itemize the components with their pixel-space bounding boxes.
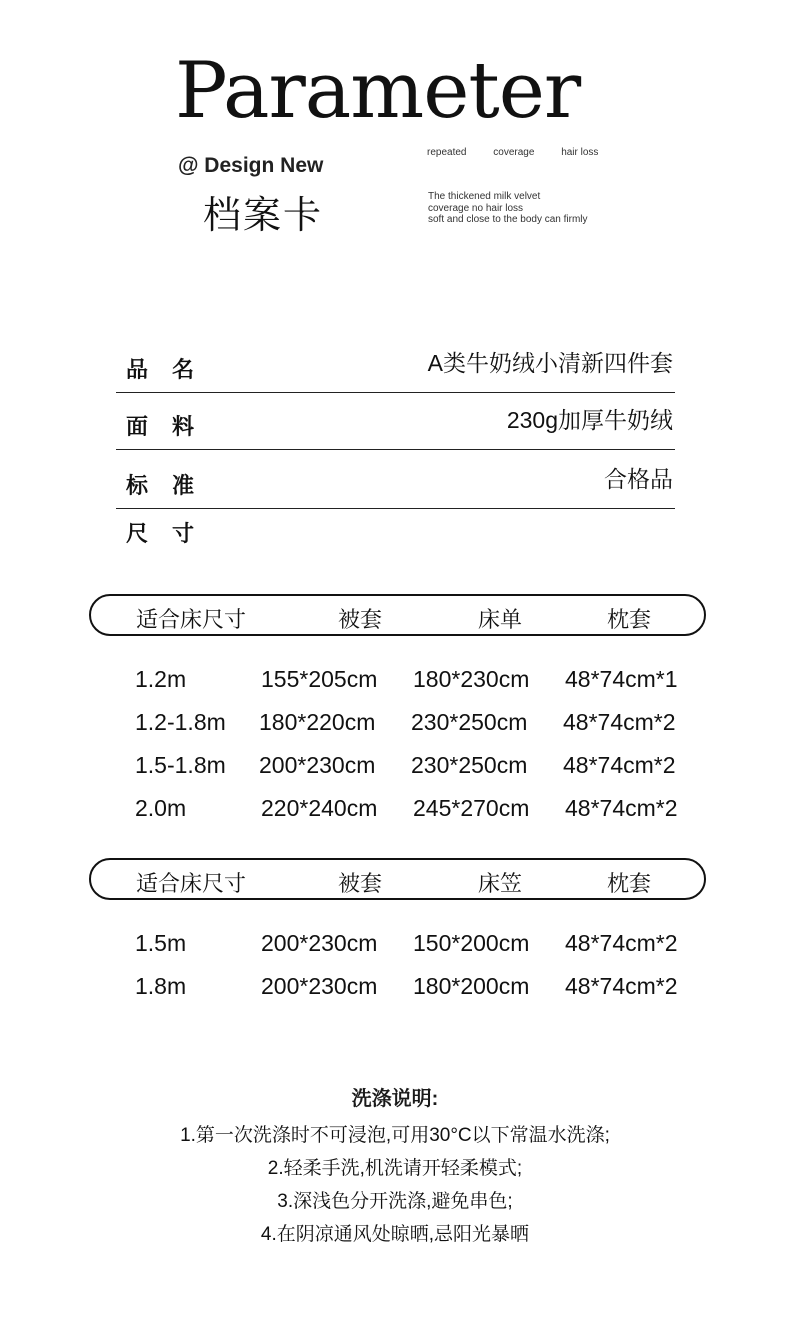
spec-row-name (116, 342, 675, 393)
washing-title: 洗涤说明: (351, 1088, 439, 1110)
table-row (0, 973, 790, 1003)
table1-header (89, 594, 706, 636)
description-line: soft and close to the body can firmly (428, 214, 588, 225)
tag: coverage (493, 147, 535, 158)
spec-label: 尺寸 (126, 521, 219, 546)
table-cell: 200*230cm (261, 930, 378, 956)
table-cell: 230*250cm (411, 752, 528, 778)
washing-line: 4.在阴凉通风处晾晒,忌阳光暴晒 (260, 1224, 530, 1245)
table-cell: 48*74cm*2 (565, 973, 678, 999)
table-cell: 48*74cm*2 (565, 795, 678, 821)
table-cell: 245*270cm (413, 795, 530, 821)
column-header: 适合床尺寸 (136, 607, 247, 632)
spec-label: 品名 (126, 357, 219, 382)
design-label: @ Design New (178, 154, 324, 177)
spec-row-standard (116, 458, 675, 509)
table-cell: 150*200cm (413, 930, 530, 956)
spec-value: 合格品 (604, 466, 673, 492)
column-header: 床笠 (478, 871, 523, 896)
spec-row-fabric (116, 399, 675, 450)
spec-label: 面料 (126, 414, 219, 439)
description (428, 191, 588, 226)
table-cell: 1.2-1.8m (135, 709, 226, 735)
table-cell: 155*205cm (261, 666, 378, 692)
table-row (0, 930, 790, 960)
table-cell: 1.2m (135, 666, 187, 692)
table-cell: 230*250cm (411, 709, 528, 735)
table-cell: 48*74cm*2 (565, 930, 678, 956)
column-header: 枕套 (607, 871, 652, 896)
table-cell: 2.0m (135, 795, 187, 821)
table-cell: 1.5m (135, 930, 187, 956)
column-header: 枕套 (607, 607, 652, 632)
spec-row-size (116, 506, 675, 556)
column-header: 被套 (338, 607, 383, 632)
washing-line: 2.轻柔手洗,机洗请开轻柔模式; (267, 1158, 523, 1179)
table-cell: 200*230cm (259, 752, 376, 778)
table-row (0, 709, 790, 739)
column-header: 适合床尺寸 (136, 871, 247, 896)
tag-row (427, 147, 622, 158)
table-cell: 48*74cm*2 (563, 752, 676, 778)
table2-header (89, 858, 706, 900)
spec-label: 标准 (126, 473, 219, 498)
table-cell: 48*74cm*1 (565, 666, 678, 692)
washing-line: 1.第一次洗涤时不可浸泡,可用30°C以下常温水洗涤; (180, 1125, 610, 1146)
table-cell: 1.8m (135, 973, 187, 999)
tag: repeated (427, 147, 467, 158)
table-row (0, 666, 790, 696)
description-line: coverage no hair loss (428, 202, 524, 214)
washing-line: 3.深浅色分开洗涤,避免串色; (277, 1191, 513, 1212)
column-header: 被套 (338, 871, 383, 896)
table-cell: 180*220cm (259, 709, 376, 735)
table-cell: 200*230cm (261, 973, 378, 999)
subtitle: 档案卡 (203, 195, 324, 237)
table-cell: 1.5-1.8m (135, 752, 226, 778)
table-cell: 180*200cm (413, 973, 530, 999)
table-row (0, 795, 790, 825)
description-line: The thickened milk velvet (428, 191, 541, 202)
table-cell: 220*240cm (261, 795, 378, 821)
spec-value: A类牛奶绒小清新四件套 (427, 350, 673, 376)
table-cell: 180*230cm (413, 666, 530, 692)
spec-value: 230g加厚牛奶绒 (506, 407, 673, 433)
page-title: Parameter (175, 46, 581, 136)
column-header: 床单 (478, 607, 523, 632)
tag: hair loss (561, 147, 599, 158)
table-cell: 48*74cm*2 (563, 709, 676, 735)
table-row (0, 752, 790, 782)
